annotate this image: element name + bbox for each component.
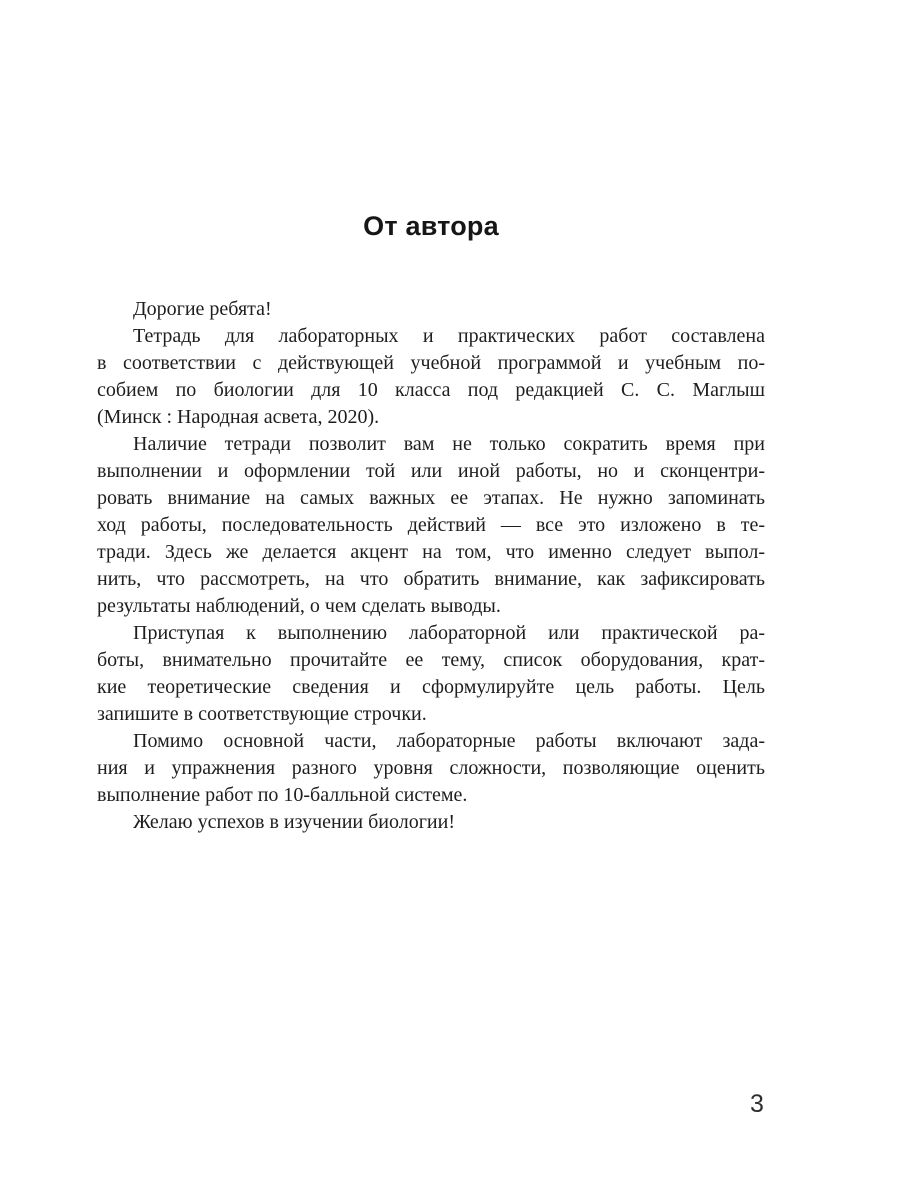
text-line: нить, что рассмотреть, на что обратить внимание, как зафиксировать — [97, 568, 765, 590]
paragraph — [97, 431, 765, 620]
text-line: (Минск : Народная асвета, 2020). — [97, 406, 380, 428]
text-line: ровать внимание на самых важных ее этапах. Не нужно запоминать — [97, 487, 765, 509]
paragraph — [97, 809, 765, 836]
body-text — [97, 296, 765, 836]
text-line: Желаю успехов в изучении биологии! — [133, 811, 455, 833]
text-line: боты, внимательно прочитайте ее тему, список оборудования, крат- — [97, 649, 765, 671]
text-line: тради. Здесь же делается акцент на том, что именно следует выпол- — [97, 541, 765, 563]
paragraph — [97, 323, 765, 431]
text-line: собием по биологии для 10 класса под редакцией С. С. Маглыш — [97, 379, 765, 401]
page-number: 3 — [750, 1090, 764, 1118]
text-line: Наличие тетради позволит вам не только сократить время при — [133, 433, 765, 455]
text-line: запишите в соответствующие строчки. — [97, 703, 427, 725]
text-line: в соответствии с действующей учебной программой и учебным по- — [97, 352, 765, 374]
paragraph — [97, 728, 765, 809]
text-line: кие теоретические сведения и сформулируйте цель работы. Цель — [97, 676, 765, 698]
text-line: выполнении и оформлении той или иной работы, но и сконцентри- — [97, 460, 765, 482]
text-line: результаты наблюдений, о чем сделать выводы. — [97, 595, 501, 617]
text-line: Тетрадь для лабораторных и практических работ составлена — [133, 325, 765, 347]
text-line: ход работы, последовательность действий — все это изложено в те- — [97, 514, 765, 536]
text-line: ния и упражнения разного уровня сложности, позволяющие оценить — [97, 757, 765, 779]
page-title: От автора — [363, 211, 499, 241]
paragraph — [97, 296, 765, 323]
text-line: выполнение работ по 10-балльной системе. — [97, 784, 468, 806]
text-line: Приступая к выполнению лабораторной или практической ра- — [133, 622, 765, 644]
text-line: Дорогие ребята! — [133, 298, 272, 320]
paragraph — [97, 620, 765, 728]
text-line: Помимо основной части, лабораторные работы включают зада- — [133, 730, 765, 752]
